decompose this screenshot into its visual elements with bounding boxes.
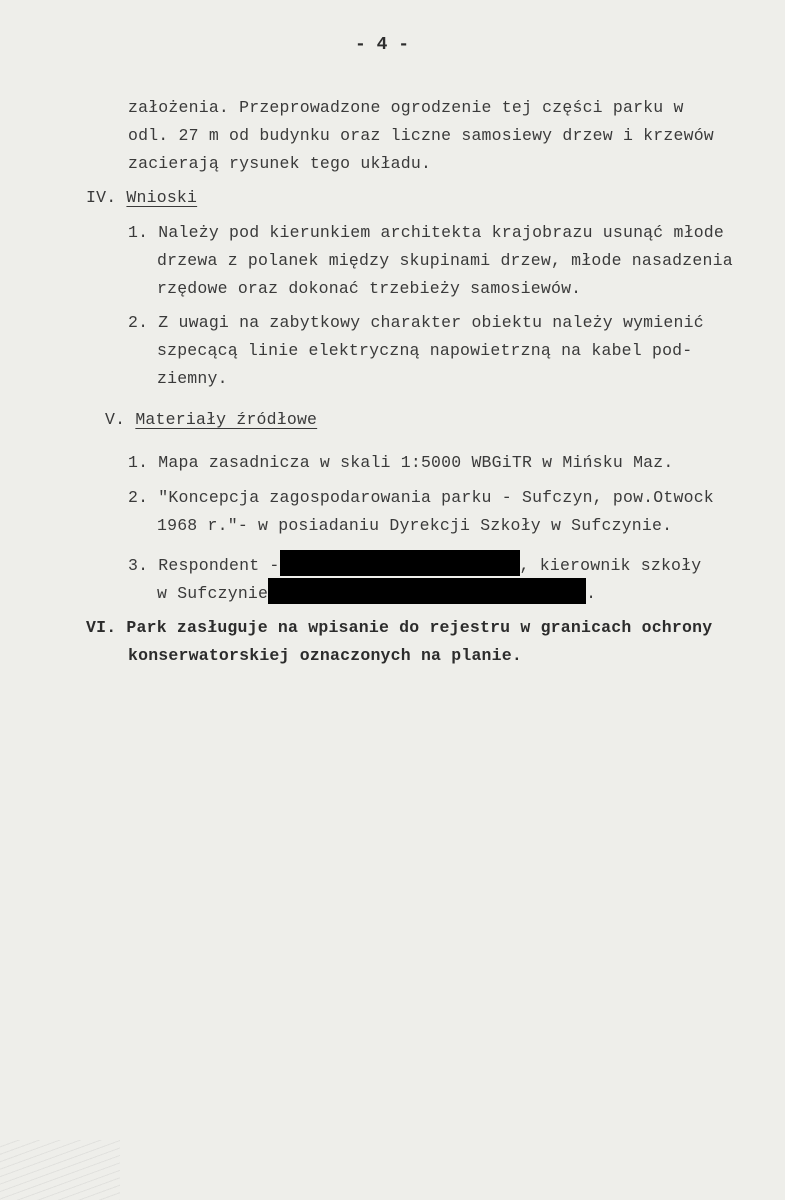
- v-item-2-line-1: 2. "Koncepcja zagospodarowania parku - Sufczyn, pow.Otwock: [128, 488, 714, 507]
- v-item-3-line2-suffix: .: [586, 584, 597, 603]
- v-item-2-line-2: 1968 r."- w posiadaniu Dyrekcji Szkoły w Sufczynie.: [157, 516, 673, 535]
- iv-item-1-line-3: rzędowe oraz dokonać trzebieży samosiewów.: [157, 279, 582, 298]
- v-item-3-line2-prefix: w Sufczynie: [157, 584, 269, 603]
- section-v-numeral: V.: [105, 410, 126, 429]
- section-v-heading: [105, 410, 317, 430]
- v-item-3-line-2: [157, 578, 596, 604]
- paper-texture: [0, 1140, 120, 1200]
- intro-line-1: założenia. Przeprowadzone ogrodzenie tej części parku w: [128, 98, 684, 117]
- iv-item-2-line-2: szpecącą linie elektryczną napowietrzną na kabel pod-: [157, 341, 693, 360]
- intro-line-2: odl. 27 m od budynku oraz liczne samosiewy drzew i krzewów: [128, 126, 714, 145]
- section-iv-title: Wnioski: [126, 188, 198, 207]
- iv-item-1-line-1: 1. Należy pod kierunkiem architekta krajobrazu usunąć młode: [128, 223, 724, 242]
- iv-item-1-line-2: drzewa z polanek między skupinami drzew, młode nasadzenia: [157, 251, 733, 270]
- v-item-3-line-1: [128, 550, 701, 576]
- iv-item-2-line-3: ziemny.: [157, 369, 228, 388]
- redaction-bar: [280, 550, 520, 576]
- iv-item-2-line-1: 2. Z uwagi na zabytkowy charakter obiektu należy wymienić: [128, 313, 704, 332]
- section-vi-line-2: konserwatorskiej oznaczonych na planie.: [128, 646, 522, 665]
- section-iv-heading: [86, 188, 197, 208]
- section-v-title: Materiały źródłowe: [135, 410, 318, 429]
- section-vi-line-1: VI. Park zasługuje na wpisanie do rejestru w granicach ochrony: [86, 618, 713, 637]
- section-iv-numeral: IV.: [86, 188, 117, 207]
- intro-line-3: zacierają rysunek tego układu.: [128, 154, 432, 173]
- v-item-3-suffix: , kierownik szkoły: [519, 556, 702, 575]
- redaction-bar: [268, 578, 586, 604]
- v-item-3-prefix: 3. Respondent -: [128, 556, 280, 575]
- v-item-1: 1. Mapa zasadnicza w skali 1:5000 WBGiTR w Mińsku Maz.: [128, 453, 674, 472]
- page-number: - 4 -: [355, 35, 410, 55]
